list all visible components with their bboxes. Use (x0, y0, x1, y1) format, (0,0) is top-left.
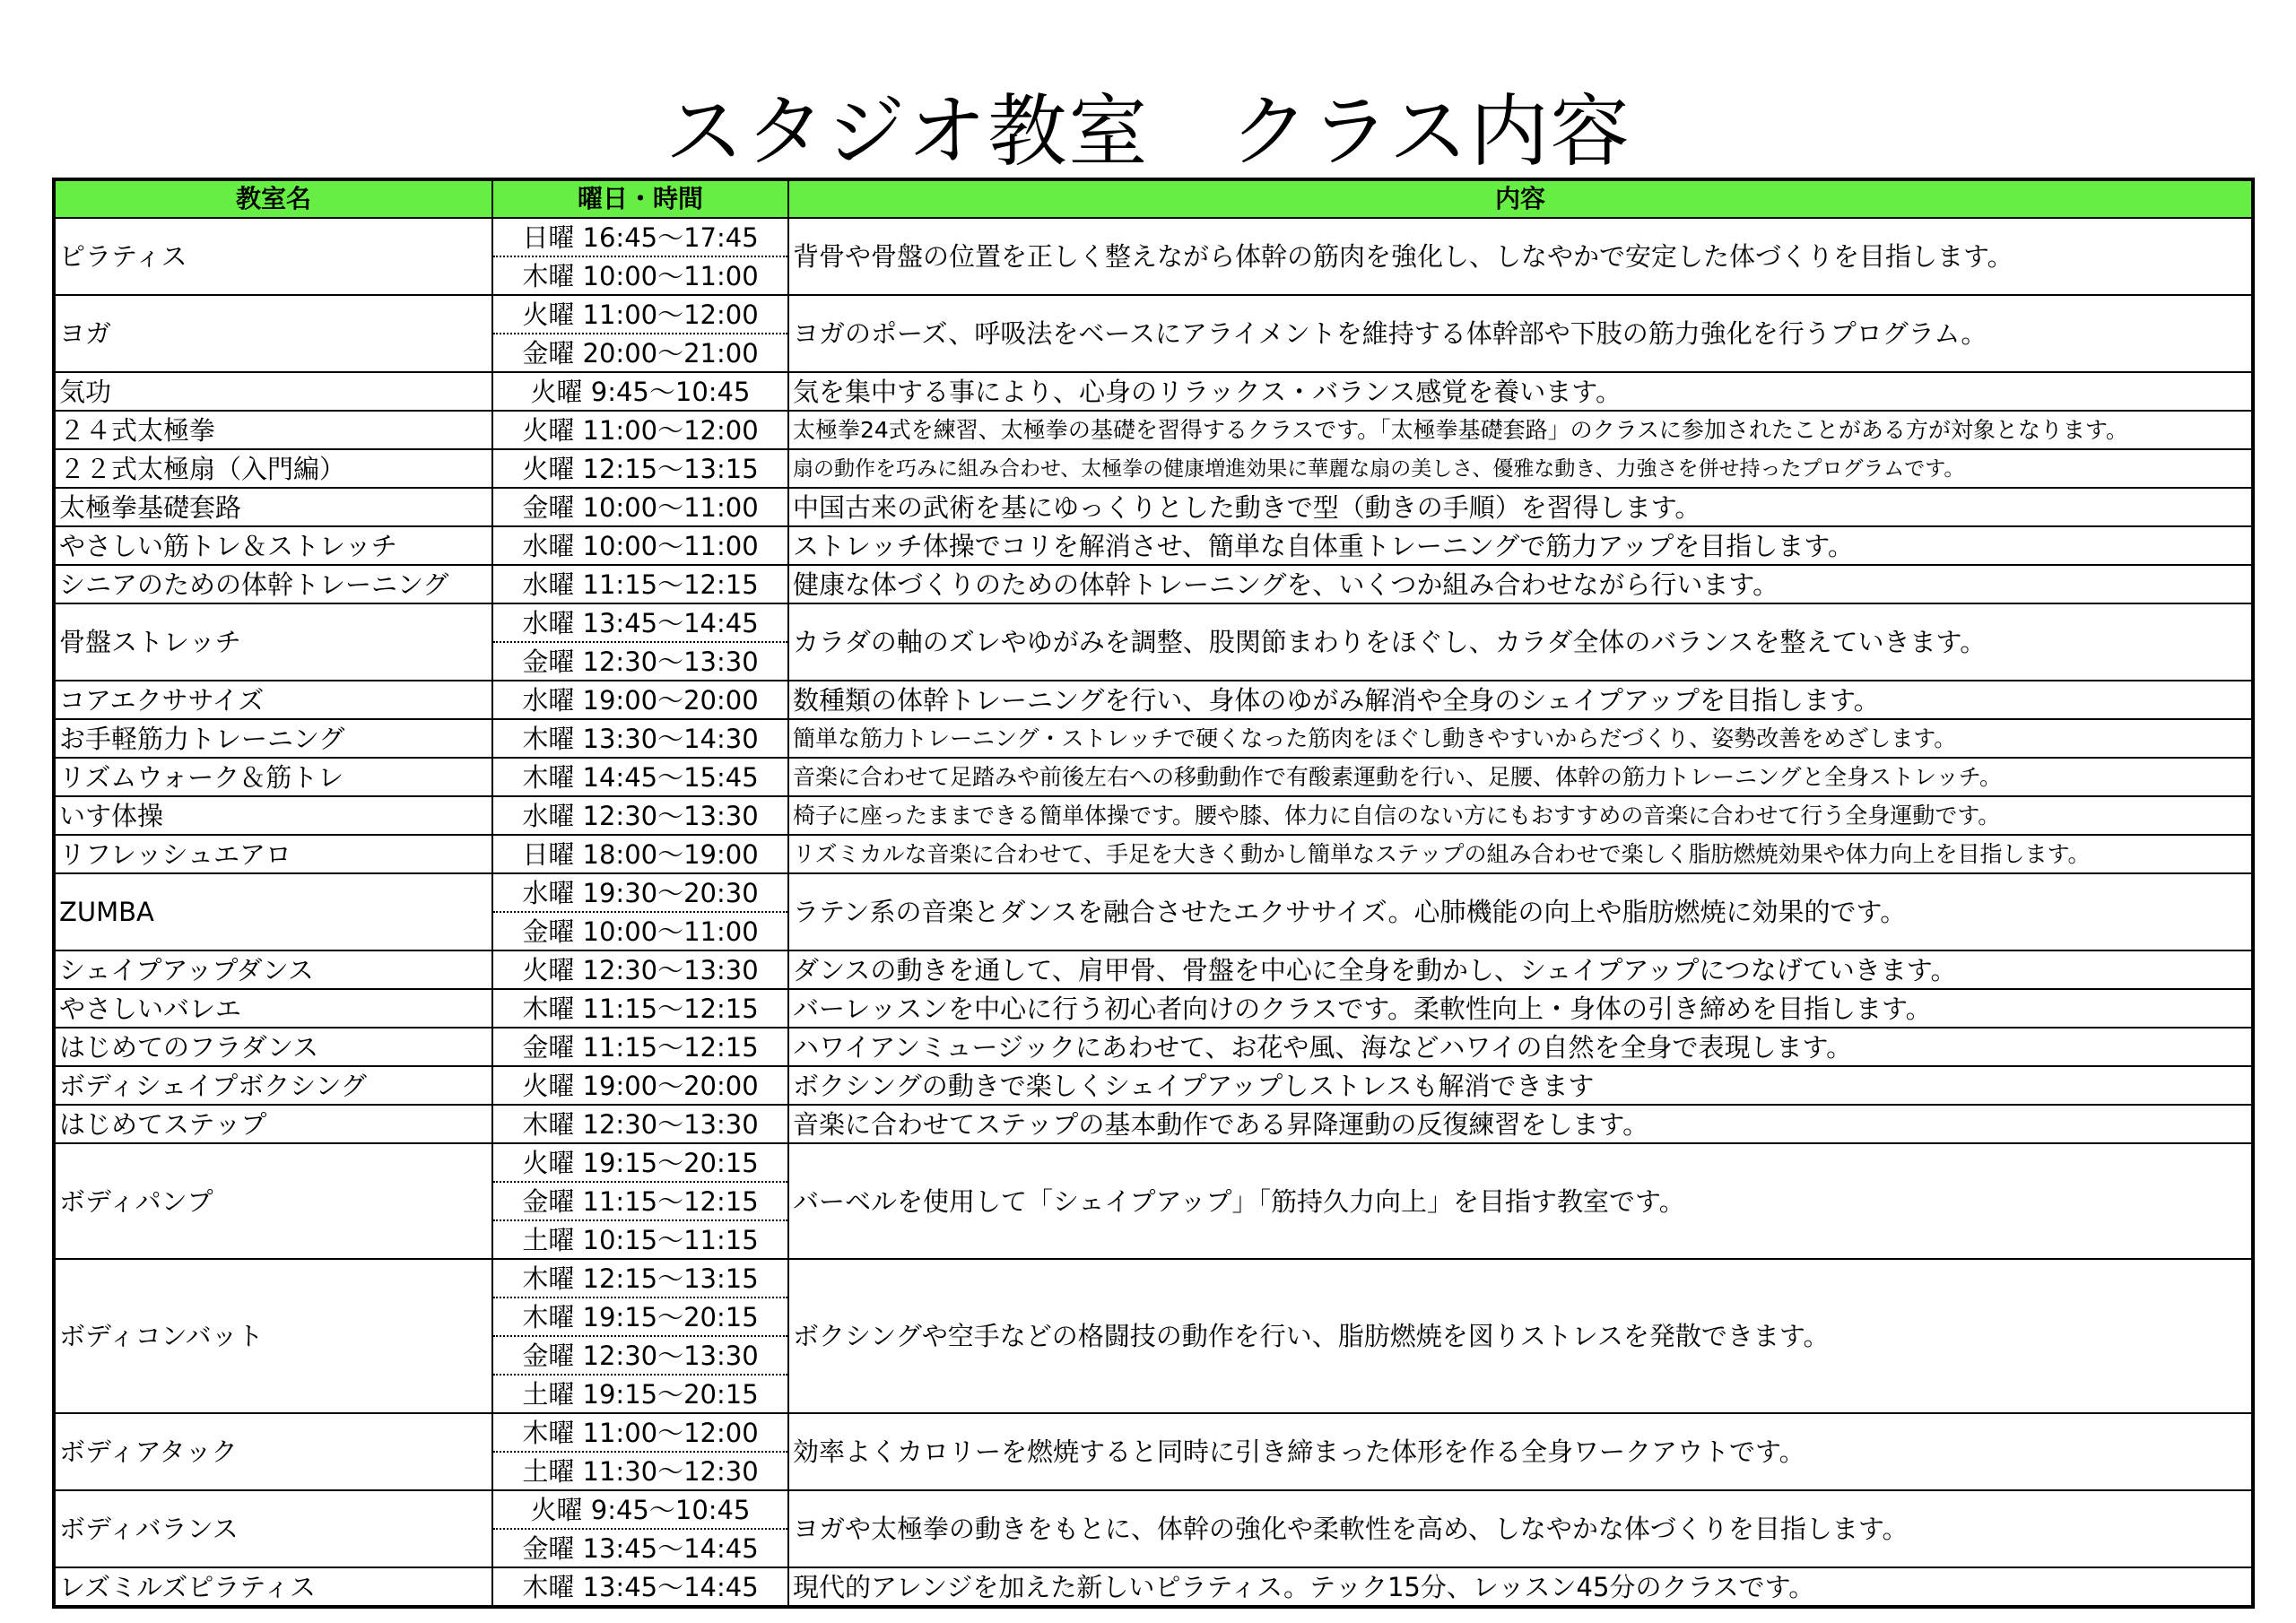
class-time-cell: 火曜 19:15～20:15 (492, 1143, 788, 1182)
class-time-cell: 木曜 12:30～13:30 (492, 1105, 788, 1143)
class-time-cell: 日曜 16:45～17:45 (492, 218, 788, 256)
class-time-cell: 水曜 13:45～14:45 (492, 603, 788, 642)
table-row (54, 526, 2253, 565)
page-title: スタジオ教室 クラス内容 (665, 85, 1631, 178)
class-time-cell: 日曜 18:00～19:00 (492, 835, 788, 873)
class-time-cell: 土曜 11:30～12:30 (492, 1452, 788, 1490)
table-row (54, 796, 2253, 835)
class-content-cell: ハワイアンミュージックにあわせて、お花や風、海などハワイの自然を全身で表現します。 (788, 1028, 2253, 1066)
table-row (54, 565, 2253, 603)
header-content: 内容 (788, 179, 2253, 218)
table-row (54, 1567, 2253, 1607)
schedule-body (54, 218, 2253, 1607)
class-time-cell: 水曜 19:30～20:30 (492, 873, 788, 912)
class-content-cell: バーレッスンを中心に行う初心者向けのクラスです。柔軟性向上・身体の引き締めを目指します。 (788, 989, 2253, 1028)
class-name-cell: ZUMBA (54, 873, 492, 950)
table-row (54, 295, 2253, 334)
class-time-cell: 木曜 19:15～20:15 (492, 1298, 788, 1336)
class-time-cell: 水曜 10:00～11:00 (492, 526, 788, 565)
class-name-cell: ヨガ (54, 295, 492, 372)
class-name-cell: 気功 (54, 372, 492, 411)
class-content-cell: ヨガのポーズ、呼吸法をベースにアライメントを維持する体幹部や下肢の筋力強化を行うプログラム。 (788, 295, 2253, 372)
class-name-cell: はじめてステップ (54, 1105, 492, 1143)
class-name-cell: お手軽筋力トレーニング (54, 719, 492, 758)
class-content-cell: 背骨や骨盤の位置を正しく整えながら体幹の筋肉を強化し、しなやかで安定した体づくりを目指します。 (788, 218, 2253, 295)
table-row (54, 681, 2253, 719)
class-content-cell: 音楽に合わせてステップの基本動作である昇降運動の反復練習をします。 (788, 1105, 2253, 1143)
table-row (54, 372, 2253, 411)
class-time-cell: 木曜 11:00～12:00 (492, 1413, 788, 1452)
table-row (54, 1490, 2253, 1529)
class-content-cell: 簡単な筋力トレーニング・ストレッチで硬くなった筋肉をほぐし動きやすいからだづくり、姿勢改善をめざします。 (788, 719, 2253, 758)
class-time-cell: 木曜 10:00～11:00 (492, 256, 788, 295)
class-content-cell: カラダの軸のズレやゆがみを調整、股関節まわりをほぐし、カラダ全体のバランスを整えていきます。 (788, 603, 2253, 681)
class-content-cell: 椅子に座ったままできる簡単体操です。腰や膝、体力に自信のない方にもおすすめの音楽に合わせて行う全身運動です。 (788, 796, 2253, 835)
class-time-cell: 水曜 11:15～12:15 (492, 565, 788, 603)
header-row (54, 179, 2253, 218)
class-time-cell: 火曜 11:00～12:00 (492, 295, 788, 334)
class-time-cell: 水曜 19:00～20:00 (492, 681, 788, 719)
class-time-cell: 木曜 14:45～15:45 (492, 758, 788, 796)
table-row (54, 873, 2253, 912)
class-name-cell: ピラティス (54, 218, 492, 295)
class-name-cell: ２２式太極扇（入門編） (54, 449, 492, 488)
table-row (54, 1066, 2253, 1105)
class-time-cell: 火曜 9:45～10:45 (492, 372, 788, 411)
class-time-cell: 水曜 12:30～13:30 (492, 796, 788, 835)
class-content-cell: 効率よくカロリーを燃焼すると同時に引き締まった体形を作る全身ワークアウトです。 (788, 1413, 2253, 1490)
class-name-cell: ボディシェイプボクシング (54, 1066, 492, 1105)
table-row (54, 1413, 2253, 1452)
class-content-cell: ストレッチ体操でコリを解消させ、簡単な自体重トレーニングで筋力アップを目指します。 (788, 526, 2253, 565)
class-content-cell: 数種類の体幹トレーニングを行い、身体のゆがみ解消や全身のシェイプアップを目指します。 (788, 681, 2253, 719)
class-time-cell: 火曜 12:30～13:30 (492, 950, 788, 989)
table-row (54, 719, 2253, 758)
class-schedule-table (52, 178, 2255, 1609)
class-name-cell: ２４式太極拳 (54, 411, 492, 449)
class-time-cell: 金曜 11:15～12:15 (492, 1028, 788, 1066)
header-day-time: 曜日・時間 (492, 179, 788, 218)
class-time-cell: 金曜 12:30～13:30 (492, 642, 788, 681)
class-content-cell: 音楽に合わせて足踏みや前後左右への移動動作で有酸素運動を行い、足腰、体幹の筋力トレーニングと全身ストレッチ。 (788, 758, 2253, 796)
class-time-cell: 金曜 12:30～13:30 (492, 1336, 788, 1375)
class-name-cell: ボディアタック (54, 1413, 492, 1490)
table-row (54, 1259, 2253, 1298)
class-time-cell: 木曜 12:15～13:15 (492, 1259, 788, 1298)
table-row (54, 1143, 2253, 1182)
class-name-cell: シニアのための体幹トレーニング (54, 565, 492, 603)
class-name-cell: 骨盤ストレッチ (54, 603, 492, 681)
table-row (54, 758, 2253, 796)
class-time-cell: 火曜 9:45～10:45 (492, 1490, 788, 1529)
class-content-cell: バーベルを使用して「シェイプアップ」「筋持久力向上」を目指す教室です。 (788, 1143, 2253, 1259)
class-name-cell: 太極拳基礎套路 (54, 488, 492, 526)
class-name-cell: リフレッシュエアロ (54, 835, 492, 873)
class-time-cell: 金曜 10:00～11:00 (492, 912, 788, 950)
table-row (54, 603, 2253, 642)
class-name-cell: ボディバランス (54, 1490, 492, 1567)
table-row (54, 1028, 2253, 1066)
class-content-cell: ヨガや太極拳の動きをもとに、体幹の強化や柔軟性を高め、しなやかな体づくりを目指します。 (788, 1490, 2253, 1567)
class-time-cell: 金曜 13:45～14:45 (492, 1529, 788, 1567)
class-content-cell: リズミカルな音楽に合わせて、手足を大きく動かし簡単なステップの組み合わせで楽しく脂肪燃焼効果や体力向上を目指します。 (788, 835, 2253, 873)
class-time-cell: 金曜 20:00～21:00 (492, 334, 788, 372)
class-name-cell: ボディコンバット (54, 1259, 492, 1413)
class-name-cell: はじめてのフラダンス (54, 1028, 492, 1066)
class-content-cell: 中国古来の武術を基にゆっくりとした動きで型（動きの手順）を習得します。 (788, 488, 2253, 526)
header-class-name: 教室名 (54, 179, 492, 218)
class-name-cell: レズミルズピラティス (54, 1567, 492, 1607)
class-name-cell: いす体操 (54, 796, 492, 835)
table-row (54, 411, 2253, 449)
table-row (54, 488, 2253, 526)
class-content-cell: 気を集中する事により、心身のリラックス・バランス感覚を養います。 (788, 372, 2253, 411)
table-row (54, 1105, 2253, 1143)
class-content-cell: 太極拳24式を練習、太極拳の基礎を習得するクラスです。「太極拳基礎套路」のクラスに参加されたことがある方が対象となります。 (788, 411, 2253, 449)
class-content-cell: 現代的アレンジを加えた新しいピラティス。テック15分、レッスン45分のクラスです。 (788, 1567, 2253, 1607)
class-time-cell: 土曜 19:15～20:15 (492, 1375, 788, 1413)
class-name-cell: ボディパンプ (54, 1143, 492, 1259)
class-name-cell: やさしい筋トレ＆ストレッチ (54, 526, 492, 565)
table-row (54, 835, 2253, 873)
class-time-cell: 金曜 10:00～11:00 (492, 488, 788, 526)
class-content-cell: ボクシングの動きで楽しくシェイプアップしストレスも解消できます (788, 1066, 2253, 1105)
class-name-cell: リズムウォーク＆筋トレ (54, 758, 492, 796)
table-row (54, 950, 2253, 989)
class-content-cell: 扇の動作を巧みに組み合わせ、太極拳の健康増進効果に華麗な扇の美しさ、優雅な動き、力強さを併せ持ったプログラムです。 (788, 449, 2253, 488)
class-time-cell: 火曜 19:00～20:00 (492, 1066, 788, 1105)
class-content-cell: 健康な体づくりのための体幹トレーニングを、いくつか組み合わせながら行います。 (788, 565, 2253, 603)
class-content-cell: ボクシングや空手などの格闘技の動作を行い、脂肪燃焼を図りストレスを発散できます。 (788, 1259, 2253, 1413)
class-time-cell: 火曜 12:15～13:15 (492, 449, 788, 488)
table-row (54, 989, 2253, 1028)
class-time-cell: 土曜 10:15～11:15 (492, 1220, 788, 1259)
class-name-cell: コアエクササイズ (54, 681, 492, 719)
class-content-cell: ダンスの動きを通して、肩甲骨、骨盤を中心に全身を動かし、シェイプアップにつなげていきます。 (788, 950, 2253, 989)
class-content-cell: ラテン系の音楽とダンスを融合させたエクササイズ。心肺機能の向上や脂肪燃焼に効果的です。 (788, 873, 2253, 950)
table-row (54, 218, 2253, 256)
table-row (54, 449, 2253, 488)
class-time-cell: 木曜 13:30～14:30 (492, 719, 788, 758)
class-time-cell: 火曜 11:00～12:00 (492, 411, 788, 449)
class-name-cell: シェイプアップダンス (54, 950, 492, 989)
class-time-cell: 木曜 13:45～14:45 (492, 1567, 788, 1607)
class-time-cell: 木曜 11:15～12:15 (492, 989, 788, 1028)
class-name-cell: やさしいバレエ (54, 989, 492, 1028)
class-time-cell: 金曜 11:15～12:15 (492, 1182, 788, 1220)
